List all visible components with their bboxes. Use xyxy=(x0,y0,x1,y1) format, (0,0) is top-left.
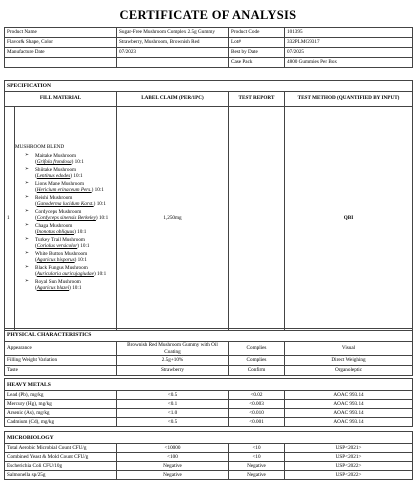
method-value: AOAC 993.14 xyxy=(285,409,413,418)
blend-item: ➢ Black Fungus Mushroom (Auricularia auricujagiudae) 10:1 xyxy=(15,265,116,278)
method-value: Organoleptic xyxy=(285,366,413,376)
section-microbiology: MICROBIOLOGY xyxy=(5,432,413,444)
info-label: Lot# xyxy=(229,38,285,48)
info-row xyxy=(5,38,413,48)
physical-table xyxy=(4,328,413,376)
method-value: USP<2021> xyxy=(285,444,413,453)
info-row xyxy=(5,48,413,58)
physical-row xyxy=(5,342,413,356)
test-name: Appearance xyxy=(5,342,117,356)
method-value: AOAC 993.14 xyxy=(285,418,413,427)
physical-row xyxy=(5,356,413,366)
result-value: <0.001 xyxy=(229,418,285,427)
test-name: Arsenic (As), mg/kg xyxy=(5,409,117,418)
info-label: Product Code xyxy=(229,28,285,38)
test-name: Combined Yeast & Mold Count CFU/g xyxy=(5,453,117,462)
mushroom-name: Royal Sun Mushroom xyxy=(35,278,81,285)
mushroom-ratio: 10:1 xyxy=(77,257,87,264)
mushroom-name: Shiitake Mushroom xyxy=(35,166,77,173)
info-value: Sugar-Free Mushroom Complex 2.5g Gummy xyxy=(117,28,229,38)
blend-item: ➢ Turkey Trail Mushroom (Coriolus versicolor) 10:1 xyxy=(15,237,116,250)
microbiology-table xyxy=(4,431,413,480)
mushroom-latin: Auricularia auricujagiudae xyxy=(36,271,94,278)
test-method-value: QBI xyxy=(285,106,413,330)
arrow-bullet-icon: ➢ xyxy=(24,152,29,158)
spec-value: Brownish Red Mushroom Gummy with Oil Coating xyxy=(117,342,229,356)
info-row xyxy=(5,28,413,38)
info-row xyxy=(5,58,413,68)
section-specification: SPECIFICATION xyxy=(5,81,413,92)
heavy-metals-table xyxy=(4,378,413,427)
header-test-report: TEST REPORT xyxy=(229,91,285,106)
mushroom-latin: Lentinus edodes xyxy=(36,173,71,180)
info-value: 4800 Gummies Per Box xyxy=(285,58,413,68)
test-name: Mercury (Hg), mg/kg xyxy=(5,400,117,409)
spec-value: 2.5g+10% xyxy=(117,356,229,366)
method-value: USP<2022> xyxy=(285,471,413,480)
spec-value: <10000 xyxy=(117,444,229,453)
spec-value: Strawberry xyxy=(117,366,229,376)
document-title: CERTIFICATE OF ANALYSIS xyxy=(119,8,297,22)
mushroom-name: White Button Mushroom xyxy=(35,250,88,257)
test-name: Salmonella sp/25g xyxy=(5,471,117,480)
blend-item: ➢ Lions Mane Mushroom (Hericium erinaceum Pers.) 10:1 xyxy=(15,181,116,194)
mushroom-latin: Cordyceps sinensis Berkeley xyxy=(36,215,96,222)
result-value: Confirm xyxy=(229,366,285,376)
mushroom-ratio: 10:1 xyxy=(77,229,87,236)
label-claim-value: 1,250mg xyxy=(117,106,229,330)
result-value: <10 xyxy=(229,444,285,453)
info-label: Best by Date xyxy=(229,48,285,58)
method-value: USP<2021> xyxy=(285,453,413,462)
mushroom-name: Turkey Trail Mushroom xyxy=(35,236,85,243)
header-fill-material: FILL MATERIAL xyxy=(5,91,117,106)
arrow-bullet-icon: ➢ xyxy=(24,264,29,270)
blend-item: ➢ Cordyceps Mushroom (Cordyceps sinensis Berkeley) 10:1 xyxy=(15,209,116,222)
blend-item: ➢ Chaga Mushroom (Inonotus obliquus) 10:1 xyxy=(15,223,116,236)
result-value: Negative xyxy=(229,462,285,471)
section-heavy-metals: HEAVY METALS xyxy=(5,379,413,391)
specification-table xyxy=(4,80,413,331)
header-label-claim: LABEL CLAIM (PER/1PC) xyxy=(117,91,229,106)
result-value: Negative xyxy=(229,471,285,480)
arrow-bullet-icon: ➢ xyxy=(24,208,29,214)
mushroom-ratio: 10:1 xyxy=(94,187,104,194)
arrow-bullet-icon: ➢ xyxy=(24,180,29,186)
info-value: 101395 xyxy=(285,28,413,38)
row-number: 1 xyxy=(5,106,15,330)
result-value: <0.003 xyxy=(229,400,285,409)
mushroom-latin: Agaricus blazei xyxy=(36,285,70,292)
info-label: Product Name xyxy=(5,28,117,38)
blend-item: ➢ Maitake Mushroom (Grifola frondosa) 10:1 xyxy=(15,153,116,166)
mushroom-name: Reishi Mushroom xyxy=(35,194,73,201)
spec-value: <100 xyxy=(117,453,229,462)
test-name: Taste xyxy=(5,366,117,376)
microbiology-row xyxy=(5,471,413,480)
blend-item: ➢ Reishi Mushroom (Ganoderma lucidum Karst.) 10:1 xyxy=(15,195,116,208)
mushroom-latin: Ganoderma lucidum Karst. xyxy=(36,201,94,208)
arrow-bullet-icon: ➢ xyxy=(24,222,29,228)
mushroom-blend-cell xyxy=(15,106,117,330)
mushroom-name: Lions Mane Mushroom xyxy=(35,180,84,187)
test-name: Filling Weight Variation xyxy=(5,356,117,366)
arrow-bullet-icon: ➢ xyxy=(24,278,29,284)
test-name: Cadmium (Cd), mg/kg xyxy=(5,418,117,427)
mushroom-ratio: 10:1 xyxy=(74,159,84,166)
info-value: Strawberry, Mushroom, Brownish Red xyxy=(117,38,229,48)
physical-row xyxy=(5,366,413,376)
info-value: 07/2025 xyxy=(285,48,413,58)
info-value xyxy=(117,58,229,68)
mushroom-ratio: 10:1 xyxy=(98,215,109,222)
blend-item: ➢ White Button Mushroom (Agaricus bisporus) 10:1 xyxy=(15,251,116,264)
mushroom-latin: Hericium erinaceum Pers. xyxy=(36,187,92,194)
spec-value: <0.1 xyxy=(117,400,229,409)
mushroom-ratio: 10:1 xyxy=(80,243,90,250)
microbiology-row xyxy=(5,462,413,471)
test-name: Lead (Pb), mg/kg xyxy=(5,391,117,400)
spec-value: <1.0 xyxy=(117,409,229,418)
mushroom-name: Black Fungus Mushroom xyxy=(35,264,88,271)
mushroom-ratio: 10:1 xyxy=(73,173,83,180)
arrow-bullet-icon: ➢ xyxy=(24,166,29,172)
test-report-value xyxy=(229,106,285,330)
heavy_metals-row xyxy=(5,391,413,400)
info-label xyxy=(5,58,117,68)
microbiology-row xyxy=(5,453,413,462)
mushroom-name: Chaga Mushroom xyxy=(35,222,73,229)
mushroom-latin: Coriolus versicolor xyxy=(36,243,78,250)
mushroom-name: Maitake Mushroom xyxy=(35,152,77,159)
result-value: <0.02 xyxy=(229,391,285,400)
arrow-bullet-icon: ➢ xyxy=(24,194,29,200)
result-value: <10 xyxy=(229,453,285,462)
spec-value: Negative xyxy=(117,471,229,480)
method-value: USP<2022> xyxy=(285,462,413,471)
heavy_metals-row xyxy=(5,409,413,418)
blend-title: MUSHROOM BLEND xyxy=(15,144,65,151)
result-value: <0.010 xyxy=(229,409,285,418)
result-value: Complies xyxy=(229,356,285,366)
spec-value: <0.5 xyxy=(117,391,229,400)
mushroom-latin: Grifola frondosa xyxy=(36,159,72,166)
info-label: Flavor& Shape, Color xyxy=(5,38,117,48)
heavy_metals-row xyxy=(5,418,413,427)
result-value: Complies xyxy=(229,342,285,356)
mushroom-ratio: 10:1 xyxy=(72,285,82,292)
spec-value: <0.5 xyxy=(117,418,229,427)
method-value: AOAC 993.14 xyxy=(285,391,413,400)
test-name: Total Aerobic Microbial Count CFU/g xyxy=(5,444,117,453)
heavy_metals-row xyxy=(5,400,413,409)
method-value: AOAC 993.14 xyxy=(285,400,413,409)
blend-item: ➢ Shiitake Mushroom (Lentinus edodes) 10:1 xyxy=(15,167,116,180)
product-info-table xyxy=(4,27,413,68)
mushroom-ratio: 10:1 xyxy=(96,271,107,278)
mushroom-latin: Agaricus bisporus xyxy=(36,257,75,264)
test-name: Escherichia Coli CFU/10g xyxy=(5,462,117,471)
info-label: Case Pack xyxy=(229,58,285,68)
arrow-bullet-icon: ➢ xyxy=(24,236,29,242)
method-value: Direct Weighing xyxy=(285,356,413,366)
info-value: 332PLMG9317 xyxy=(285,38,413,48)
header-test-method: TEST METHOD (QUANTIFIED BY INPUT) xyxy=(285,91,413,106)
info-label: Manufacture Date xyxy=(5,48,117,58)
mushroom-latin: Inonotus obliquus xyxy=(36,229,75,236)
blend-items xyxy=(15,153,116,292)
section-physical: PHYSICAL CHARACTERISTICS xyxy=(5,329,413,342)
spec-value: Negative xyxy=(117,462,229,471)
mushroom-ratio: 10:1 xyxy=(96,201,106,208)
arrow-bullet-icon: ➢ xyxy=(24,250,29,256)
mushroom-name: Cordyceps Mushroom xyxy=(35,208,82,215)
method-value: Visual xyxy=(285,342,413,356)
info-value: 07/2023 xyxy=(117,48,229,58)
blend-item: ➢ Royal Sun Mushroom (Agaricus blazei) 10:1 xyxy=(15,279,116,292)
microbiology-row xyxy=(5,444,413,453)
